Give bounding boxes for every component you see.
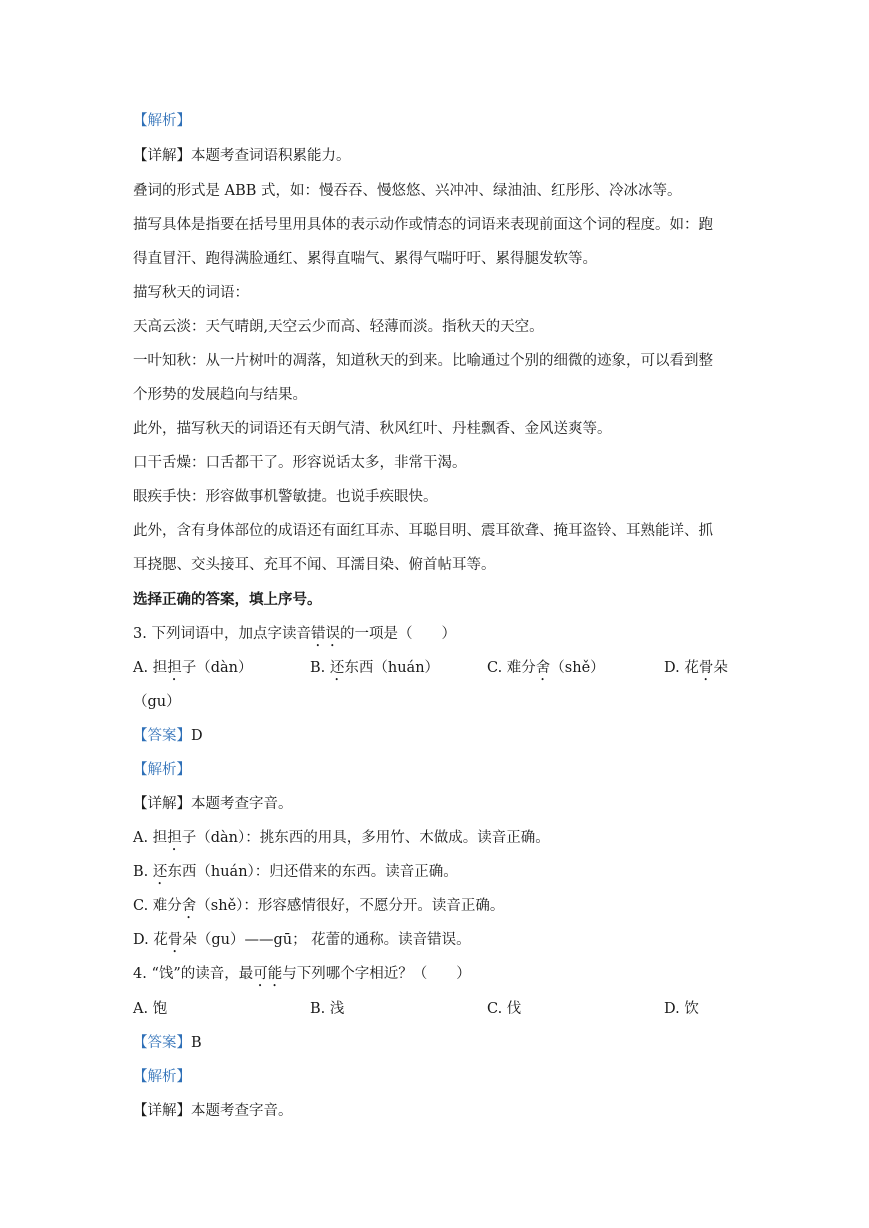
explanation-c: C. 难分舍（shě）：形容感情很好，不愿分开。读音正确。 [133,898,505,914]
explanation-d: D. 花骨朵（gu）——gū； 花蕾的通称。读音错误。 [133,932,471,948]
paragraph: 耳挠腮、交头接耳、充耳不闻、耳濡目染、俯首帖耳等。 [133,557,496,573]
section-heading: 选择正确的答案，填上序号。 [133,591,322,608]
answer-value: B [191,1035,202,1051]
emphasized-word: 错误 [310,626,340,642]
paragraph: 一叶知秋：从一片树叶的凋落，知道秋天的到来。比喻通过个别的细微的迹象，可以看到整 [133,353,713,369]
option-c: C. 难分舍（shě） [487,660,605,676]
emphasized-word: 可能 [253,966,283,982]
explanation-b: B. 还东西（huán）：归还借来的东西。读音正确。 [133,864,458,880]
option-c: C. 伐 [487,1001,522,1017]
detail-line: 【详解】本题考查字音。 [133,796,293,812]
option-d-continuation: （gu） [133,694,181,710]
detail-line: 【详解】本题考查字音。 [133,1103,293,1119]
option-d: D. 花骨朵 [664,660,728,676]
paragraph: 描写具体是指要在括号里用具体的表示动作或情态的词语来表现前面这个词的程度。如：跑 [133,217,713,233]
paragraph: 此外，含有身体部位的成语还有面红耳赤、耳聪目明、震耳欲聋、掩耳盗铃、耳熟能详、抓 [133,523,713,539]
answer-line [133,1033,202,1053]
option-b: B. 还东西（huán） [310,660,440,676]
paragraph: 天高云淡：天气晴朗,天空云少而高、轻薄而淡。指秋天的天空。 [133,319,544,335]
paragraph: 此外，描写秋天的词语还有天朗气清、秋风红叶、丹桂飘香、金风送爽等。 [133,421,612,437]
analysis-tag: 【解析】 [133,113,191,129]
answer-line [133,726,203,746]
paragraph: 描写秋天的词语： [133,285,249,301]
detail-text: 本题考查词语积累能力。 [191,148,351,164]
answer-tag: 【答案】 [133,728,191,744]
explanation-a: A. 担担子（dàn）：挑东西的用具，多用竹、木做成。读音正确。 [133,830,550,846]
question-4-stem: 4. “饯”的读音，最可能与下列哪个字相近？（ ） [133,966,471,982]
paragraph: 个形势的发展趋向与结果。 [133,387,307,403]
detail-line [133,146,351,166]
answer-tag: 【答案】 [133,1035,191,1051]
paragraph: 得直冒汗、跑得满脸通红、累得直喘气、累得气喘吁吁、累得腿发软等。 [133,251,597,267]
option-d: D. 饮 [664,1001,699,1017]
question-3-stem: 3. 下列词语中，加点字读音错误的一项是（ ） [133,626,456,642]
paragraph: 叠词的形式是 ABB 式，如：慢吞吞、慢悠悠、兴冲冲、绿油油、红彤彤、冷冰冰等。 [133,183,682,199]
detail-tag: 【详解】 [133,148,191,164]
paragraph: 眼疾手快：形容做事机警敏捷。也说手疾眼快。 [133,489,438,505]
analysis-tag: 【解析】 [133,762,191,778]
analysis-tag: 【解析】 [133,1069,191,1085]
option-a: A. 饱 [133,1001,168,1017]
option-a: A. 担担子（dàn） [133,660,253,676]
paragraph: 口干舌燥：口舌都干了。形容说话太多，非常干渴。 [133,455,467,471]
option-b: B. 浅 [310,1001,345,1017]
answer-value: D [191,728,203,744]
